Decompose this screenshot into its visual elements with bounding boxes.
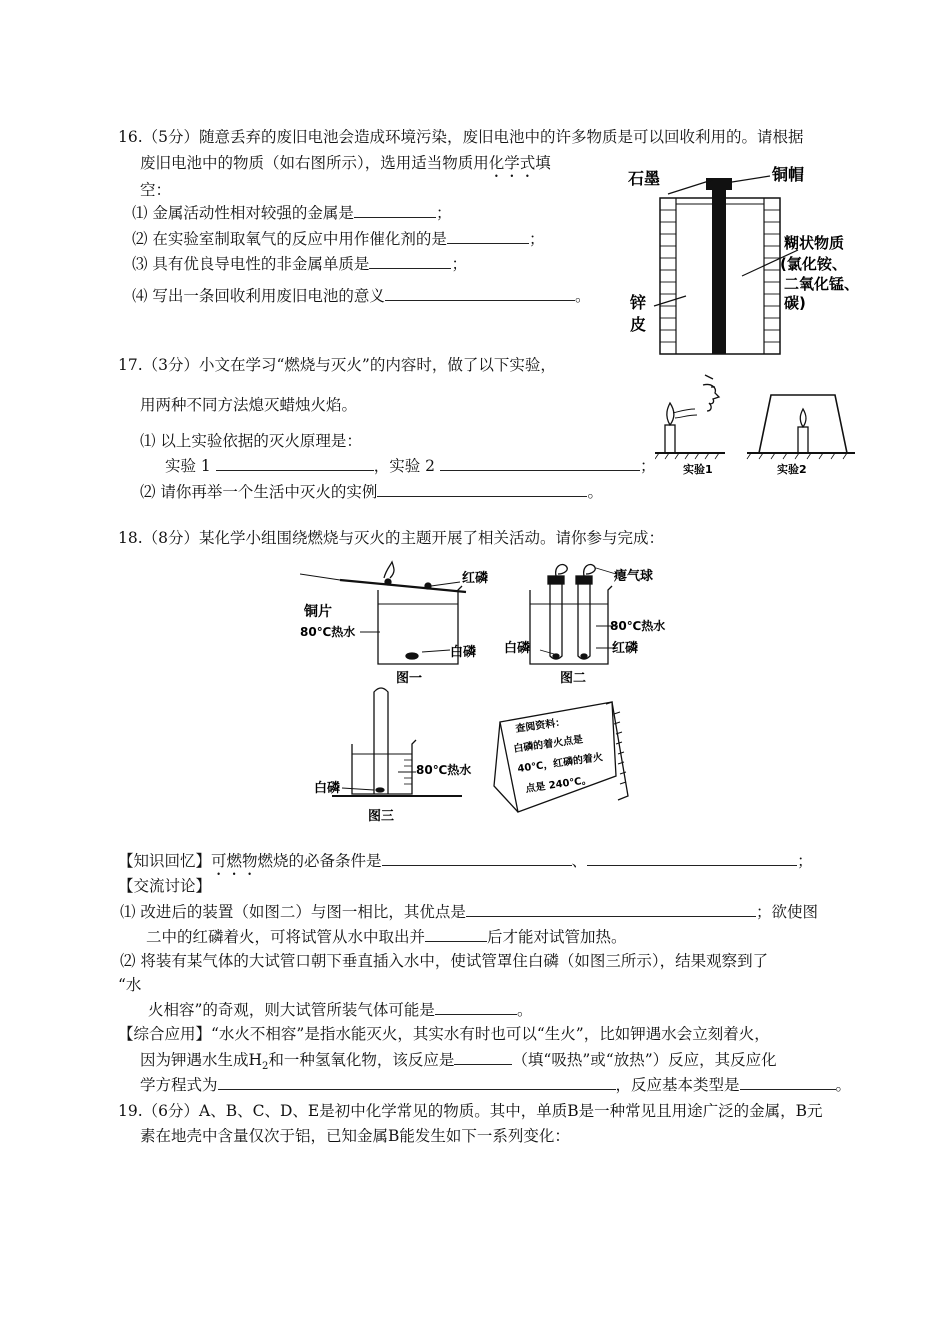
- ignition-point-note: [488, 696, 638, 822]
- q16-sub1: ⑴ 金属活动性相对较强的金属是 ；: [132, 204, 452, 222]
- exp2-label: 实验2: [777, 463, 807, 476]
- cap-label: 铜帽: [772, 165, 805, 184]
- q19-line1: 19.（6分）A、B、C、D、E是初中化学常见的物质。其中，单质B是一种常见且用途广泛的金属，B元: [118, 1102, 823, 1120]
- q18-discuss-heading: 【交流讨论】: [118, 877, 212, 895]
- fig2-beaker: [500, 552, 680, 686]
- q18-discuss-1: ⑴ 改进后的装置（如图二）与图一相比，其优点是 ；欲使图: [120, 903, 818, 921]
- q18-application: 【综合应用】“水火不相容”是指水能灭火，其实水有时也可以“生火”，比如钾遇水会立刻着火，: [118, 1025, 770, 1043]
- q16-line1: 16.（5分）随意丢弃的废旧电池会造成环境污染，废旧电池中的许多物质是可以回收利用的。请根据: [118, 128, 804, 146]
- q18-line1: 18.（8分）某化学小组围绕燃烧与灭火的主题开展了相关活动。请你参与完成：: [118, 529, 665, 547]
- paste-label-1: 糊状物质: [784, 234, 845, 252]
- zinc-label-1: 锌: [630, 293, 647, 312]
- fig3-caption: 图三: [368, 809, 395, 824]
- fig1-caption: 图一: [396, 671, 423, 685]
- fig2-white-p-label: 白磷: [504, 641, 531, 656]
- candle-experiments: [655, 365, 865, 480]
- paste-label-4: 碳): [784, 294, 806, 312]
- fig3-water-label: 80℃热水: [416, 763, 472, 777]
- graphite-label: 石墨: [628, 169, 661, 188]
- paste-label-2: (氯化铵、: [780, 255, 847, 273]
- q18-application-3: 学方程式为 ，反应基本类型是 。: [140, 1076, 852, 1094]
- fig2-balloon-label: 瘪气球: [614, 569, 654, 584]
- q17-sub2: ⑵ 请你再举一个生活中灭火的实例 。: [140, 483, 603, 501]
- q16-sub4: ⑷ 写出一条回收利用废旧电池的意义 。: [132, 287, 591, 305]
- q17-sub1: ⑴ 以上实验依据的灭火原理是：: [140, 432, 362, 450]
- fig1-copper-label: 铜片: [304, 604, 332, 620]
- note-line-4: 点是 240℃。: [524, 774, 593, 795]
- fig3-beaker: [312, 684, 502, 824]
- fig1-water-label: 80℃热水: [300, 625, 356, 639]
- note-line-3: 40℃，红磷的着火: [516, 752, 604, 775]
- q18-recall: 【知识回忆】可燃物燃烧的必备条件是 、 ；: [118, 852, 813, 870]
- q18-discuss-1b: 二中的红磷着火，可将试管从水中取出并 后才能对试管加热。: [146, 928, 627, 946]
- q17-line1: 17.（3分）小文在学习“燃烧与灭火”的内容时，做了以下实验，: [118, 356, 556, 374]
- q17-line2: 用两种不同方法熄灭蜡烛火焰。: [140, 396, 358, 414]
- fig1-beaker: [300, 560, 500, 685]
- q17-exp-line: 实验 1 ，实验 2 ；: [165, 457, 656, 475]
- fig1-white-p-label: 白磷: [450, 645, 477, 660]
- fig1-red-p-label: 红磷: [462, 571, 489, 586]
- fig2-water-label: 80℃热水: [610, 619, 666, 633]
- battery-diagram: [620, 158, 885, 358]
- fig2-caption: 图二: [560, 671, 587, 686]
- q16-line3: 空：: [140, 181, 172, 199]
- paste-label-3: 二氧化锰、: [784, 275, 860, 293]
- zinc-label-2: 皮: [630, 315, 647, 334]
- fig3-white-p-label: 白磷: [314, 781, 341, 796]
- note-line-2: 白磷的着火点是: [512, 734, 584, 755]
- q18-discuss-2: ⑵ 将装有某气体的大试管口朝下垂直插入水中，使试管罩住白磷（如图三所示），结果观察到了: [120, 952, 769, 970]
- q16-sub3: ⑶ 具有优良导电性的非金属单质是 ；: [132, 255, 467, 273]
- q16-sub2: ⑵ 在实验室制取氧气的反应中用作催化剂的是 ；: [132, 230, 545, 248]
- exp1-label: 实验1: [683, 463, 713, 476]
- q16-line2: 废旧电池中的物质（如右图所示），选用适当物质用化学式填: [140, 154, 551, 172]
- q18-application-2: 因为钾遇水生成$H_2$和一种氢氧化物，该反应是 （填“吸热”或“放热”）反应，其反应化: [140, 1051, 777, 1073]
- note-line-1: 查阅资料：: [514, 717, 566, 735]
- q18-discuss-2b: “水: [118, 976, 142, 994]
- q18-discuss-2c: 火相容”的奇观，则大试管所装气体可能是 。: [148, 1001, 533, 1019]
- q19-line2: 素在地壳中含量仅次于铝，已知金属B能发生如下一系列变化：: [140, 1127, 570, 1145]
- fig2-red-p-label: 红磷: [612, 641, 639, 656]
